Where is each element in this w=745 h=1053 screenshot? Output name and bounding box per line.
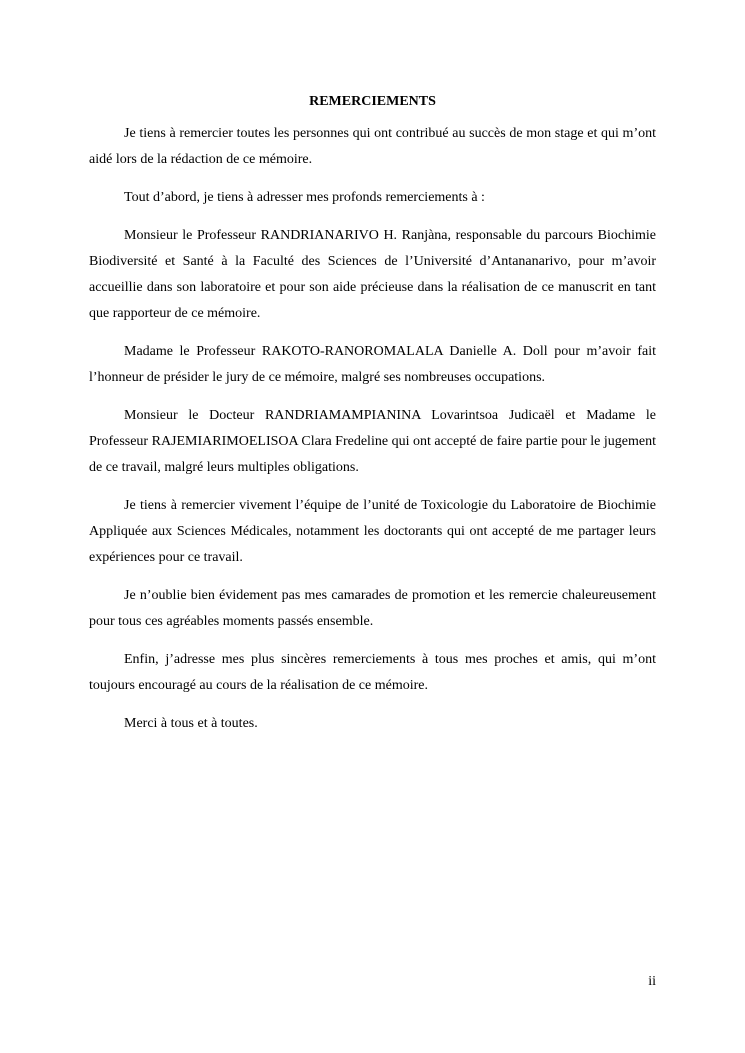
paragraph-closing: Merci à tous et à toutes. xyxy=(124,716,258,731)
paragraph-laboratory-team: Je tiens à remercier vivement l’équipe de l’unité de Toxicologie du Laboratoire de Biochimie Appliquée aux Sciences Médicales, notamment les doctorants qui ont accepté de me partager leurs expériences pour ce travail. xyxy=(89,498,656,565)
paragraph-classmates: Je n’oublie bien évidement pas mes camarades de promotion et les remercie chaleureusement pour tous ces agréables moments passés ensemble. xyxy=(89,588,656,629)
paragraph-family-friends: Enfin, j’adresse mes plus sincères remerciements à tous mes proches et amis, qui m’ont toujours encouragé au cours de la réalisation de ce mémoire. xyxy=(89,652,656,693)
acknowledgements-body xyxy=(89,121,656,749)
paragraph-rapporteur: Monsieur le Professeur RANDRIANARIVO H. Ranjàna, responsable du parcours Biochimie Biodiversité et Santé à la Faculté des Sciences de l’Université d’Antananarivo, pour m’avoir accueillie dans son laboratoire et pour son aide précieuse dans la réalisation de ce manuscrit en tant que rapporteur de ce mémoire. xyxy=(89,228,656,321)
paragraph-jury-members: Monsieur le Docteur RANDRIAMAMPIANINA Lovarintsoa Judicaël et Madame le Professeur RAJEMIARIMOELISOA Clara Fredeline qui ont accepté de faire partie pour le jugement de ce travail, malgré leurs multiples obligations. xyxy=(89,408,656,475)
paragraph-preface: Tout d’abord, je tiens à adresser mes profonds remerciements à : xyxy=(124,190,485,205)
paragraph-intro: Je tiens à remercier toutes les personnes qui ont contribué au succès de mon stage et qui m’ont aidé lors de la rédaction de ce mémoire. xyxy=(89,126,656,167)
page-number: ii xyxy=(648,974,656,989)
page-title: REMERCIEMENTS xyxy=(309,94,436,109)
paragraph-jury-president: Madame le Professeur RAKOTO-RANOROMALALA Danielle A. Doll pour m’avoir fait l’honneur de présider le jury de ce mémoire, malgré ses nombreuses occupations. xyxy=(89,344,656,385)
